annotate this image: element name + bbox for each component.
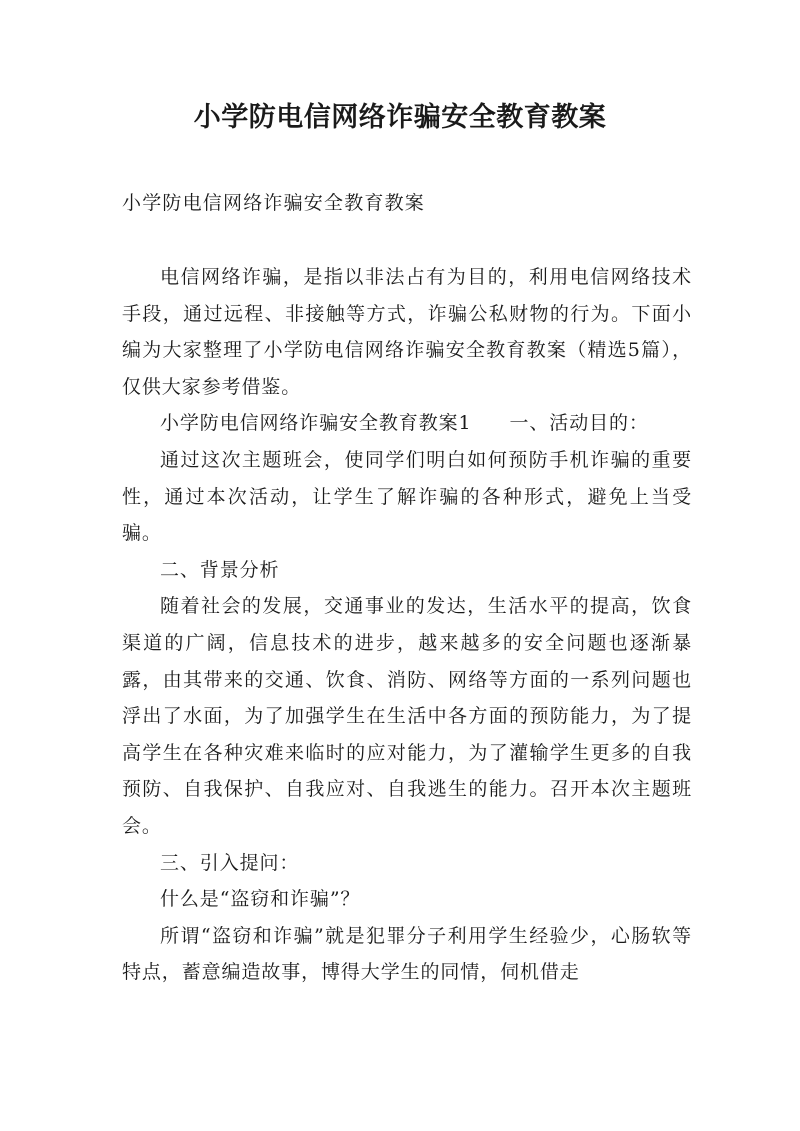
lesson-heading-line xyxy=(122,405,692,442)
section-heading-background: 二、背景分析 xyxy=(160,558,280,581)
document-subtitle: 小学防电信网络诈骗安全教育教案 xyxy=(122,192,426,214)
document-body xyxy=(122,259,692,991)
objective-paragraph: 通过这次主题班会，使同学们明白如何预防手机诈骗的重要性，通过本次活动，让学生了解诈骗的各种形式，避免上当受骗。 xyxy=(122,448,692,545)
background-paragraph: 随着社会的发展，交通事业的发达，生活水平的提高，饮食渠道的广阔，信息技术的进步，越来越多的安全问题也逐渐暴露，由其带来的交通、饮食、消防、网络等方面的一系列问题也浮出了水面，为了加强学生在生活中各方面的预防能力，为了提高学生在各种灾难来临时的应对能力，为了灌输学生更多的自我预防、自我保护、自我应对、自我逃生的能力。召开本次主题班会。 xyxy=(122,595,692,837)
document-title: 小学防电信网络诈骗安全教育教案 xyxy=(193,102,607,133)
definition-paragraph: 所谓“盗窃和诈骗”就是犯罪分子利用学生经验少，心肠软等特点，蓄意编造故事，博得大学生的同情，伺机借走 xyxy=(122,924,692,984)
intro-paragraph: 电信网络诈骗，是指以非法占有为目的，利用电信网络技术手段，通过远程、非接触等方式，诈骗公私财物的行为。下面小编为大家整理了小学防电信网络诈骗安全教育教案（精选5篇），仅供大家参考借鉴。 xyxy=(122,266,692,398)
question-paragraph: 什么是“盗窃和诈骗”？ xyxy=(160,888,361,911)
section-heading-questions: 三、引入提问： xyxy=(160,851,300,874)
section-heading-objective: 一、活动目的： xyxy=(509,412,649,435)
lesson-plan-heading: 小学防电信网络诈骗安全教育教案1 xyxy=(160,412,472,435)
